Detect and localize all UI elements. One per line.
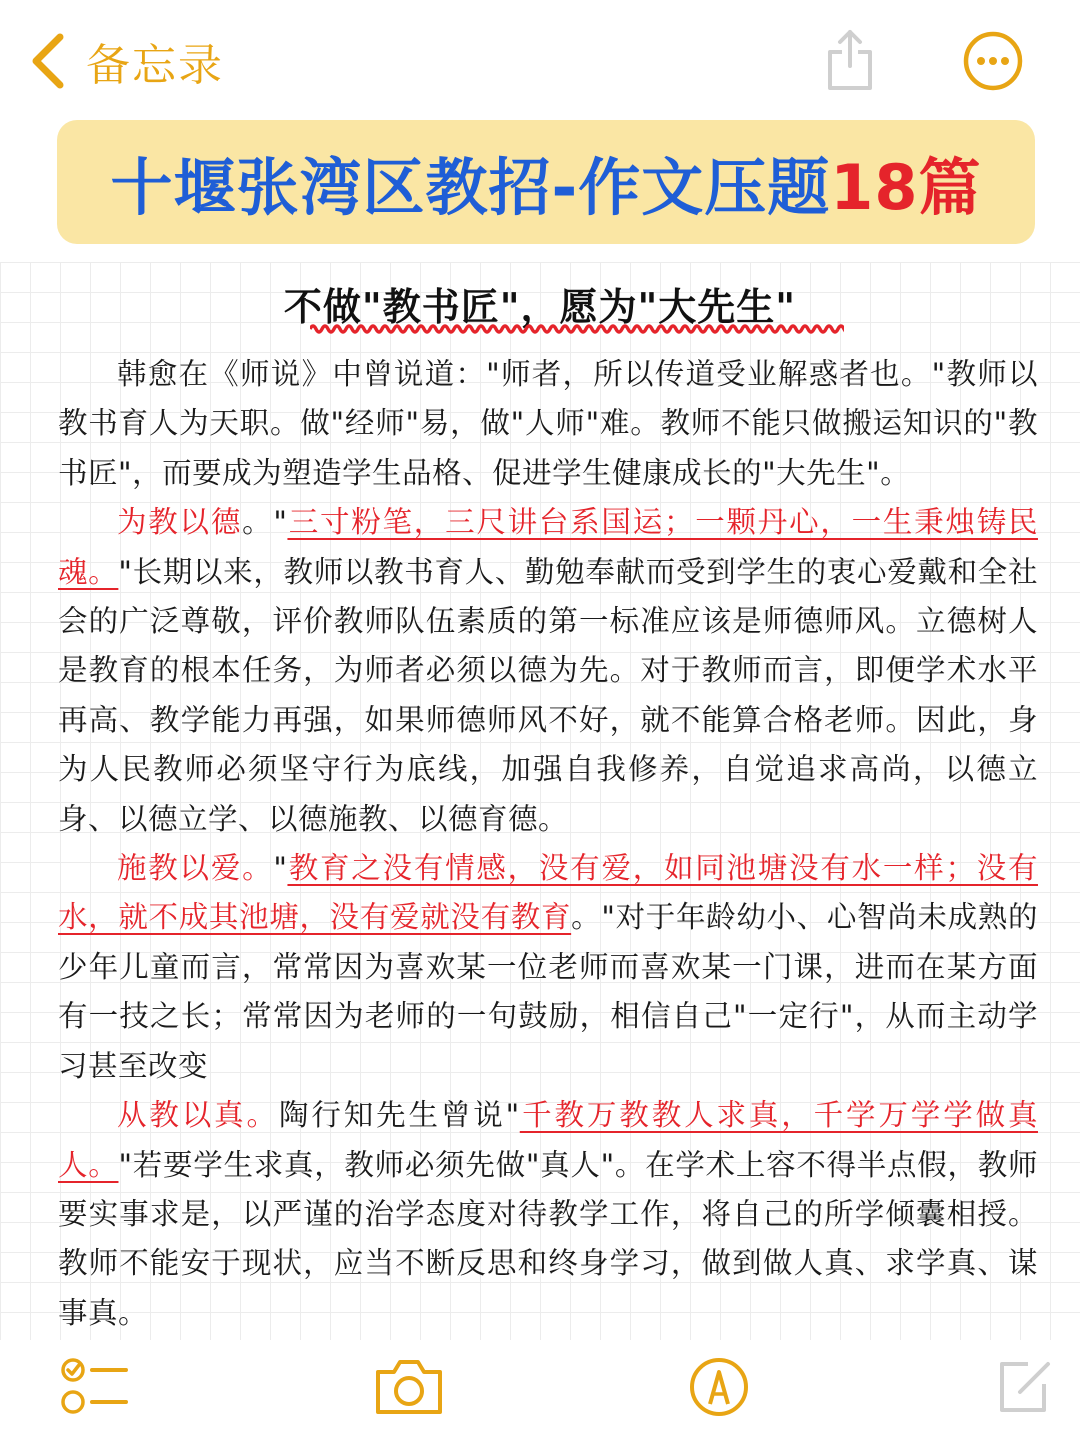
title-accent: 18篇 xyxy=(830,150,982,224)
punct: 。" xyxy=(242,505,288,540)
back-button[interactable] xyxy=(30,30,224,92)
text-love: 。"对于年龄幼小、心智尚未成熟的少年儿童而言，常常因为喜欢某一位老师而喜欢某一门课，进而在某方面有一技之长；常常因为老师的一句鼓励，相信自己"一定行"，从而主动学习甚至改变 xyxy=(58,900,1038,1083)
camera-icon[interactable] xyxy=(372,1356,446,1418)
more-icon[interactable] xyxy=(962,30,1024,92)
markup-pen-icon[interactable] xyxy=(688,1356,750,1418)
title-main: 十堰张湾区教招-作文压题 xyxy=(110,150,831,224)
essay-heading: 不做"教书匠"，愿为"大先生" xyxy=(283,285,797,329)
text-truth: "若要学生求真，教师必须先做"真人"。在学术上容不得半点假，教师要实事求是，以严谨的治学态度对待教学工作，将自己的所学倾囊相授。教师不能安于现状，应当不断反思和终身学习，做到做人真、求学真、谋事真。 xyxy=(58,1147,1038,1330)
text-virtue: "长期以来，教师以教书育人、勤勉奉献而受到学生的衷心爱戴和全社会的广泛尊敬，评价教师队伍素质的第一标准应该是师德师风。立德树人是教育的根本任务，为师者必须以德为先。对于教师而言，即便学术水平再高、教学能力再强，如果师德师风不好，就不能算合格老师。因此，身为人民教师必须坚守行为底线，加强自我修养，自觉追求高尚，以德立身、以德立学、以德施教、以德育德。 xyxy=(58,554,1038,836)
paragraph-virtue xyxy=(58,498,1038,844)
share-icon[interactable] xyxy=(822,26,878,92)
bottom-toolbar xyxy=(0,1340,1080,1440)
quote-virtue: 三寸粉笔，三尺讲台系国运；一颗丹心，一生秉烛铸民魂。 xyxy=(58,505,1038,589)
section-lead-virtue: 为教以德 xyxy=(117,505,243,540)
note-body[interactable] xyxy=(0,262,1080,1340)
section-lead-love: 施教以爱。 xyxy=(117,851,274,886)
compose-icon[interactable] xyxy=(994,1356,1056,1418)
punct: " xyxy=(273,851,288,886)
section-lead-truth: 从教以真。 xyxy=(117,1098,279,1133)
wavy-underline xyxy=(310,322,844,336)
text-truth-mid: 陶行知先生曾说" xyxy=(278,1098,520,1133)
paragraph-intro: 韩愈在《师说》中曾说道："师者，所以传道受业解惑者也。"教师以教书育人为天职。做"经师"易，做"人师"难。教师不能只做搬运知识的"教书匠"，而要成为塑造学生品格、促进学生健康成长的"大先生"。 xyxy=(58,357,1038,490)
page-title xyxy=(110,138,981,227)
paragraph-truth xyxy=(58,1091,1038,1338)
quote-love: 教育之没有情感，没有爱，如同池塘没有水一样；没有水，就不成其池塘，没有爱就没有教育 xyxy=(58,851,1038,935)
chevron-left-icon xyxy=(30,33,66,89)
title-banner xyxy=(57,120,1035,244)
essay-text xyxy=(58,350,1038,1338)
paragraph-love xyxy=(58,844,1038,1091)
quote-truth: 千教万教教人求真，千学万学学做真人。 xyxy=(58,1098,1038,1182)
nav-bar xyxy=(0,0,1080,120)
back-label: 备忘录 xyxy=(86,40,224,91)
checklist-icon[interactable] xyxy=(60,1356,130,1418)
